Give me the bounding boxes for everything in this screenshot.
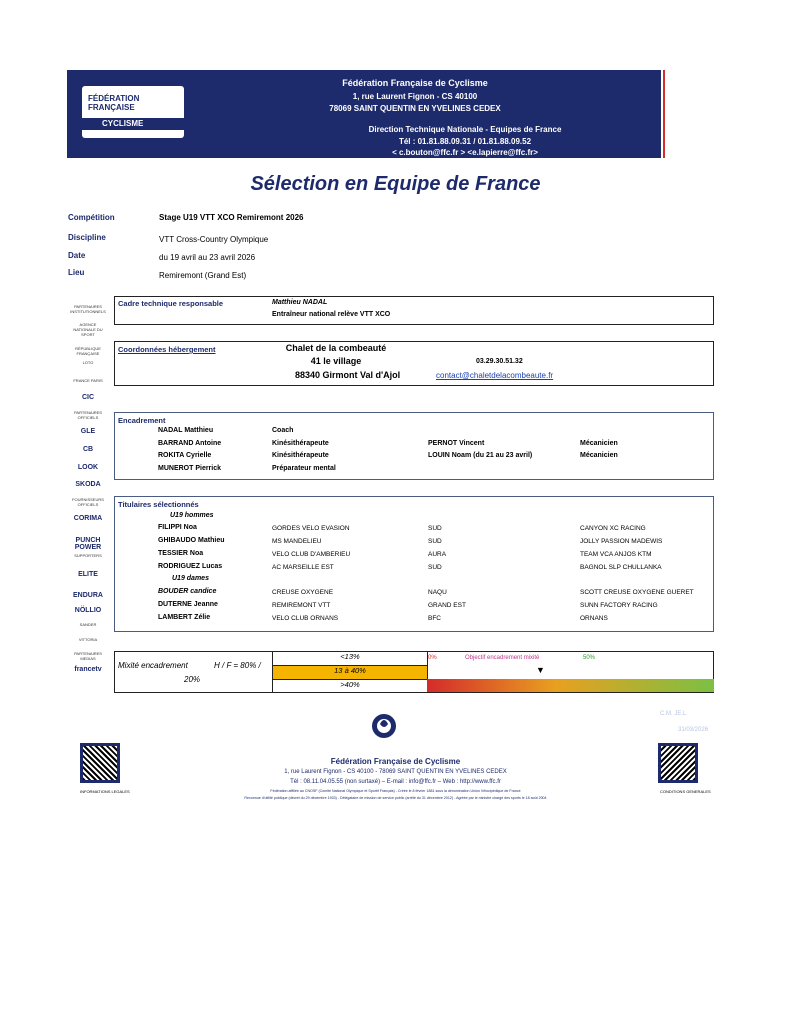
staff-name-2: PERNOT Vincent <box>428 439 485 447</box>
scale-marker: ▼ <box>536 665 545 675</box>
titulaires-label: Titulaires sélectionnés <box>118 500 199 509</box>
cadre-label: Cadre technique responsable <box>118 299 224 308</box>
dames-label: U19 dames <box>172 575 209 582</box>
sponsor-logo: CORIMA <box>73 515 103 522</box>
rider-team: BAGNOL SLP CHULLANKA <box>580 564 662 571</box>
hommes-label: U19 hommes <box>170 512 214 519</box>
page-title: Sélection en Equipe de France <box>250 173 541 195</box>
date-label: Date <box>68 251 86 260</box>
encadrement-label: Encadrement <box>118 416 166 425</box>
qr-right[interactable] <box>648 733 718 803</box>
rider-name: BOUDER candice <box>158 588 217 595</box>
rider-team: JOLLY PASSION MADEWIS <box>580 538 663 545</box>
sponsor-logo: francetv <box>74 666 102 673</box>
mixite-ratio2: 20% <box>184 675 201 684</box>
logo-text-1: FÉDÉRATION <box>88 94 140 103</box>
rider-region: GRAND EST <box>428 602 466 609</box>
rider-club: VELO CLUB ORNANS <box>272 615 339 622</box>
staff-role: Préparateur mental <box>272 464 336 472</box>
footer-address: 1, rue Laurent Fignon - CS 40100 - 78069 SAINT QUENTIN EN YVELINES CEDEX <box>284 769 507 775</box>
sponsor-logo: ENDURA <box>73 592 103 599</box>
scale-min: 0% <box>428 655 437 661</box>
qr-right-caption: CONDITIONS GENERALES <box>660 789 711 794</box>
qr-code-icon <box>80 743 120 783</box>
mixite-ratio: H / F = 80% / <box>214 661 261 670</box>
qr-left[interactable] <box>70 733 140 803</box>
ffc-logo <box>82 86 184 138</box>
staff-role-2: Mécanicien <box>580 439 618 447</box>
staff-name: NADAL Matthieu <box>158 427 214 434</box>
tricolor-stripe <box>659 70 665 158</box>
sponsor-logo: LOTO <box>82 360 94 365</box>
sponsor-logo: CIC <box>81 394 95 401</box>
lieu-value: Remiremont (Grand Est) <box>159 271 247 280</box>
rider-name: TESSIER Noa <box>158 550 204 557</box>
rider-club: GORDES VELO EVASION <box>272 525 350 532</box>
sponsor-logo: CB <box>82 446 94 453</box>
rider-name: GHIBAUDO Mathieu <box>158 537 225 544</box>
rider-region: SUD <box>428 538 442 545</box>
rider-region: AURA <box>428 551 447 558</box>
rider-region: NAQU <box>428 589 447 596</box>
rider-team: ORNANS <box>580 615 608 622</box>
hebergement-email[interactable]: contact@chaletdelacombeaute.fr <box>436 371 554 380</box>
rider-name: DUTERNE Jeanne <box>158 601 218 608</box>
lieu-label: Lieu <box>68 268 85 277</box>
rider-club: MS MANDELIEU <box>272 538 322 545</box>
sponsor-logo: SKODA <box>75 481 101 488</box>
staff-role: Coach <box>272 427 294 434</box>
discipline-label: Discipline <box>68 233 106 242</box>
hebergement-label: Coordonnées hébergement <box>118 345 216 354</box>
staff-name: BARRAND Antoine <box>158 439 222 447</box>
hebergement-phone: 03.29.30.51.32 <box>476 358 523 365</box>
logo-text-2: FRANÇAISE <box>88 103 135 112</box>
sponsor-logo: SANDER <box>79 622 97 627</box>
sponsor-logo: ELITE <box>78 571 98 578</box>
mixite-label: Mixité encadrement <box>118 661 188 670</box>
rider-name: FILIPPI Noa <box>158 524 197 531</box>
sponsor-logo: PARTENAIRES MEDIAS <box>74 651 102 661</box>
staff-role: Kinésithérapeute <box>272 452 329 459</box>
rider-club: VELO CLUB D'AMBERIEU <box>272 551 351 558</box>
header-org: Fédération Française de Cyclisme <box>342 78 488 88</box>
header-tel: Tél : 01.81.88.09.31 / 01.81.88.09.52 <box>398 137 532 146</box>
hebergement-city: 88340 Girmont Val d'Ajol <box>295 370 401 380</box>
sponsor-logo: RÉPUBLIQUE FRANÇAISE <box>75 346 101 356</box>
rider-region: SUD <box>428 564 442 571</box>
header-emails[interactable]: < c.bouton@ffc.fr > <e.lapierre@ffc.fr> <box>392 148 538 157</box>
sponsor-logo: PUNCH POWER <box>74 537 102 551</box>
mixite-gradient-bar <box>427 679 714 692</box>
sponsor-logo: LOOK <box>77 464 99 471</box>
band-mid: 13 à 40% <box>273 666 427 680</box>
sponsor-logo: NÖLLIO <box>74 607 102 614</box>
sponsor-logo: GLE <box>80 428 96 435</box>
sponsor-logo: FRANCE PARIS <box>73 378 103 383</box>
stamp-initials: C.M. JE.L <box>660 711 687 717</box>
logo-band-text: CYCLISME <box>102 119 144 128</box>
footer-org: Fédération Française de Cyclisme <box>330 757 461 766</box>
hebergement-street: 41 le village <box>310 356 362 366</box>
sponsor-logo: VITTORIA <box>78 637 98 642</box>
staff-name-2: LOUIN Noam (du 21 au 23 avril) <box>428 452 533 459</box>
scale-max: 50% <box>583 655 596 661</box>
rider-team: SUNN FACTORY RACING <box>580 602 658 609</box>
competition-label: Compétition <box>68 213 115 222</box>
rider-team: SCOTT CREUSE OXYGENE GUERET <box>580 589 694 596</box>
rider-team: TEAM VCA ANJOS KTM <box>580 551 652 558</box>
hebergement-name: Chalet de la combeauté <box>285 343 387 353</box>
footer-legal2: Reconnue d'utilité publique (décret du 29 décembre 1933) - Délégataire de mission de service public (arrêté du 31 décembre 2012) - Agréée par le ministre chargé des sports le 18 août 2004 <box>244 796 547 800</box>
rider-name: LAMBERT Zélie <box>158 614 211 621</box>
ffc-rooster-icon <box>370 710 398 740</box>
rider-name: RODRIGUEZ Lucas <box>158 563 223 570</box>
cadre-role: Entraîneur national relève VTT XCO <box>272 311 391 318</box>
sponsor-logo: AGENCE NATIONALE DU SPORT <box>73 322 103 337</box>
rider-region: SUD <box>428 525 442 532</box>
date-value: du 19 avril au 23 avril 2026 <box>159 253 256 262</box>
scale-label: Objectif encadrement mixité <box>465 655 540 661</box>
rider-club: REMIREMONT VTT <box>272 602 331 609</box>
staff-name: ROKITA Cyrielle <box>158 452 212 459</box>
footer-contact: Tél : 08.11.04.05.55 (non surtaxé) – E-mail : info@ffc.fr – Web : http://www.ffc.fr <box>290 779 501 785</box>
competition-value: Stage U19 VTT XCO Remiremont 2026 <box>159 213 304 222</box>
staff-name: MUNEROT Pierrick <box>158 464 222 472</box>
mixite-bands <box>272 652 428 692</box>
discipline-value: VTT Cross-Country Olympique <box>159 235 269 244</box>
rider-region: BFC <box>428 615 441 622</box>
header-dept: Direction Technique Nationale - Equipes de France <box>368 125 562 134</box>
staff-role-2: Mécanicien <box>580 452 618 459</box>
sponsor-logo: PARTENAIRES OFFICIELS <box>74 410 102 420</box>
stamp-date: 31/03/2026 <box>678 727 709 733</box>
rider-team: CANYON XC RACING <box>580 525 646 532</box>
sponsor-logo: SUPPORTERS <box>74 553 102 558</box>
sponsor-logo: FOURNISSEURS OFFICIELS <box>72 497 104 507</box>
header-address1: 1, rue Laurent Fignon - CS 40100 <box>352 92 478 101</box>
header-address2: 78069 SAINT QUENTIN EN YVELINES CEDEX <box>329 104 501 113</box>
footer-legal1: Fédération affiliée au CNOSF (Comité National Olympique et Sportif Français) - Créée le 8 février 1881 sous la dénomination Union Vélocipédique de France <box>270 789 521 793</box>
cadre-name: Matthieu NADAL <box>272 299 328 306</box>
qr-code-icon <box>658 743 698 783</box>
sponsor-logo: PARTENAIRES INSTITUTIONNELS <box>70 304 106 314</box>
band-low: <13% <box>273 652 427 666</box>
band-high: >40% <box>340 680 360 689</box>
staff-role: Kinésithérapeute <box>272 439 329 447</box>
rider-club: CREUSE OXYGENE <box>272 589 334 596</box>
qr-left-caption: INFORMATIONS LEGALES <box>80 789 130 794</box>
rider-club: AC MARSEILLE EST <box>272 564 334 571</box>
